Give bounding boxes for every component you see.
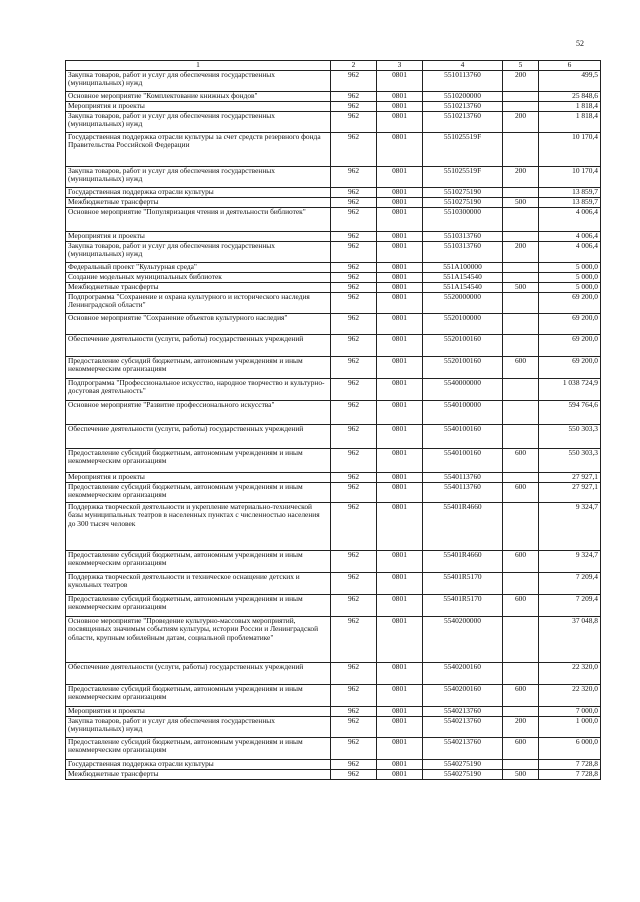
table-row — [66, 293, 601, 314]
row-ministry-code-cell: 962 — [331, 263, 377, 273]
row-expense-type-cell: 200 — [503, 242, 539, 263]
table-row — [66, 770, 601, 780]
table-row — [66, 167, 601, 188]
row-name-cell: Поддержка творческой деятельности и укрепление материально-технической базы муниципальных театров в населенных пунктах с численностью населения до 300 тысяч человек — [66, 503, 331, 551]
row-section-code-cell: 0801 — [377, 92, 423, 102]
row-amount-cell: 22 320,0 — [539, 663, 601, 685]
header-row — [66, 61, 601, 71]
row-section-code-cell: 0801 — [377, 551, 423, 573]
row-target-article-cell: 551A154540 — [423, 273, 503, 283]
row-ministry-code-cell: 962 — [331, 335, 377, 357]
table-row — [66, 357, 601, 379]
row-name-cell: Предоставление субсидий бюджетным, автономным учреждениям и иным некоммерческим организациям — [66, 595, 331, 617]
row-ministry-code-cell: 962 — [331, 112, 377, 133]
row-target-article-cell: 551A154540 — [423, 283, 503, 293]
row-amount-cell: 550 303,3 — [539, 425, 601, 449]
table-row — [66, 473, 601, 483]
row-section-code-cell: 0801 — [377, 242, 423, 263]
table-row — [66, 685, 601, 707]
row-expense-type-cell — [503, 133, 539, 167]
row-amount-cell: 37 048,8 — [539, 617, 601, 663]
row-target-article-cell: 5540100160 — [423, 425, 503, 449]
row-amount-cell: 1 000,0 — [539, 717, 601, 738]
row-ministry-code-cell: 962 — [331, 198, 377, 208]
row-target-article-cell: 5540275190 — [423, 760, 503, 770]
row-name-cell: Мероприятия и проекты — [66, 473, 331, 483]
table-row — [66, 595, 601, 617]
row-section-code-cell: 0801 — [377, 503, 423, 551]
row-expense-type-cell: 600 — [503, 685, 539, 707]
row-section-code-cell: 0801 — [377, 208, 423, 232]
row-ministry-code-cell: 962 — [331, 133, 377, 167]
row-expense-type-cell — [503, 473, 539, 483]
row-expense-type-cell: 500 — [503, 283, 539, 293]
row-section-code-cell: 0801 — [377, 112, 423, 133]
table-row — [66, 617, 601, 663]
row-amount-cell: 10 170,4 — [539, 167, 601, 188]
row-amount-cell: 69 200,0 — [539, 314, 601, 335]
row-name-cell: Предоставление субсидий бюджетным, автономным учреждениям и иным некоммерческим организациям — [66, 483, 331, 503]
row-name-cell: Межбюджетные трансферты — [66, 283, 331, 293]
table-row — [66, 188, 601, 198]
row-expense-type-cell — [503, 425, 539, 449]
table-row — [66, 483, 601, 503]
row-amount-cell: 13 859,7 — [539, 198, 601, 208]
row-ministry-code-cell: 962 — [331, 232, 377, 242]
row-name-cell: Предоставление субсидий бюджетным, автономным учреждениям и иным некоммерческим организациям — [66, 738, 331, 760]
row-target-article-cell: 5540100160 — [423, 449, 503, 473]
row-name-cell: Государственная поддержка отрасли культуры — [66, 188, 331, 198]
row-expense-type-cell — [503, 232, 539, 242]
row-amount-cell: 550 303,3 — [539, 449, 601, 473]
row-ministry-code-cell: 962 — [331, 573, 377, 595]
row-ministry-code-cell: 962 — [331, 483, 377, 503]
row-target-article-cell: 55401R4660 — [423, 503, 503, 551]
row-section-code-cell: 0801 — [377, 102, 423, 112]
row-ministry-code-cell: 962 — [331, 617, 377, 663]
row-amount-cell: 9 324,7 — [539, 503, 601, 551]
row-ministry-code-cell: 962 — [331, 401, 377, 425]
row-section-code-cell: 0801 — [377, 379, 423, 401]
row-expense-type-cell — [503, 760, 539, 770]
table-row — [66, 273, 601, 283]
row-section-code-cell: 0801 — [377, 263, 423, 273]
row-section-code-cell: 0801 — [377, 483, 423, 503]
row-expense-type-cell — [503, 503, 539, 551]
row-name-cell: Предоставление субсидий бюджетным, автономным учреждениям и иным некоммерческим организациям — [66, 357, 331, 379]
row-name-cell: Мероприятия и проекты — [66, 102, 331, 112]
budget-table — [65, 60, 601, 780]
row-section-code-cell: 0801 — [377, 293, 423, 314]
row-expense-type-cell — [503, 335, 539, 357]
row-expense-type-cell: 200 — [503, 71, 539, 92]
table-row — [66, 263, 601, 273]
row-ministry-code-cell: 962 — [331, 425, 377, 449]
row-ministry-code-cell: 962 — [331, 595, 377, 617]
row-section-code-cell: 0801 — [377, 663, 423, 685]
row-target-article-cell: 5510275190 — [423, 198, 503, 208]
row-expense-type-cell — [503, 617, 539, 663]
row-section-code-cell: 0801 — [377, 760, 423, 770]
table-row — [66, 112, 601, 133]
row-name-cell: Закупка товаров, работ и услуг для обеспечения государственных (муниципальных) нужд — [66, 242, 331, 263]
row-section-code-cell: 0801 — [377, 314, 423, 335]
row-target-article-cell: 5520100000 — [423, 314, 503, 335]
row-target-article-cell: 5510313760 — [423, 232, 503, 242]
row-expense-type-cell — [503, 188, 539, 198]
row-target-article-cell: 5540275190 — [423, 770, 503, 780]
header-cell: 6 — [539, 61, 601, 71]
row-target-article-cell: 5540113760 — [423, 483, 503, 503]
row-name-cell: Закупка товаров, работ и услуг для обеспечения государственных (муниципальных) нужд — [66, 167, 331, 188]
row-name-cell: Основное мероприятие "Проведение культурно-массовых мероприятий, посвященных значимым событиям культуры, истории России и Ленинградской области, крупным юбилейным датам, социальной проблематике" — [66, 617, 331, 663]
row-expense-type-cell — [503, 293, 539, 314]
row-amount-cell: 5 000,0 — [539, 283, 601, 293]
row-amount-cell: 7 209,4 — [539, 573, 601, 595]
row-amount-cell: 69 200,0 — [539, 335, 601, 357]
row-section-code-cell: 0801 — [377, 401, 423, 425]
row-ministry-code-cell: 962 — [331, 717, 377, 738]
row-section-code-cell: 0801 — [377, 595, 423, 617]
header-cell: 2 — [331, 61, 377, 71]
row-ministry-code-cell: 962 — [331, 707, 377, 717]
row-target-article-cell: 5540213760 — [423, 717, 503, 738]
table-row — [66, 717, 601, 738]
row-amount-cell: 69 200,0 — [539, 293, 601, 314]
row-section-code-cell: 0801 — [377, 357, 423, 379]
row-section-code-cell: 0801 — [377, 335, 423, 357]
row-amount-cell: 7 209,4 — [539, 595, 601, 617]
row-ministry-code-cell: 962 — [331, 738, 377, 760]
row-target-article-cell: 5520100160 — [423, 335, 503, 357]
row-section-code-cell: 0801 — [377, 425, 423, 449]
row-target-article-cell: 55401R5170 — [423, 595, 503, 617]
table-row — [66, 92, 601, 102]
table-row — [66, 760, 601, 770]
row-section-code-cell: 0801 — [377, 167, 423, 188]
row-name-cell: Создание модельных муниципальных библиотек — [66, 273, 331, 283]
row-ministry-code-cell: 962 — [331, 685, 377, 707]
row-target-article-cell: 5520000000 — [423, 293, 503, 314]
row-amount-cell: 5 000,0 — [539, 273, 601, 283]
row-target-article-cell: 5510213760 — [423, 112, 503, 133]
row-expense-type-cell — [503, 273, 539, 283]
row-expense-type-cell: 200 — [503, 167, 539, 188]
row-expense-type-cell: 600 — [503, 738, 539, 760]
row-target-article-cell: 55401R4660 — [423, 551, 503, 573]
row-amount-cell: 6 000,0 — [539, 738, 601, 760]
row-name-cell: Государственная поддержка отрасли культуры за счет средств резервного фонда Правительства Российской Федерации — [66, 133, 331, 167]
row-ministry-code-cell: 962 — [331, 314, 377, 335]
row-target-article-cell: 5540000000 — [423, 379, 503, 401]
row-name-cell: Мероприятия и проекты — [66, 707, 331, 717]
row-section-code-cell: 0801 — [377, 738, 423, 760]
row-expense-type-cell: 500 — [503, 770, 539, 780]
table-row — [66, 425, 601, 449]
row-expense-type-cell — [503, 707, 539, 717]
row-target-article-cell: 55401R5170 — [423, 573, 503, 595]
row-section-code-cell: 0801 — [377, 707, 423, 717]
row-name-cell: Мероприятия и проекты — [66, 232, 331, 242]
row-target-article-cell: 5510313760 — [423, 242, 503, 263]
table-row — [66, 503, 601, 551]
row-amount-cell: 4 006,4 — [539, 242, 601, 263]
row-target-article-cell: 5540213760 — [423, 738, 503, 760]
row-amount-cell: 1 818,4 — [539, 112, 601, 133]
row-amount-cell: 7 000,0 — [539, 707, 601, 717]
row-amount-cell: 9 324,7 — [539, 551, 601, 573]
row-ministry-code-cell: 962 — [331, 167, 377, 188]
row-section-code-cell: 0801 — [377, 449, 423, 473]
table-row — [66, 208, 601, 232]
table-row — [66, 133, 601, 167]
row-ministry-code-cell: 962 — [331, 760, 377, 770]
row-amount-cell: 4 006,4 — [539, 208, 601, 232]
row-section-code-cell: 0801 — [377, 473, 423, 483]
row-name-cell: Основное мероприятие "Развитие профессионального искусства" — [66, 401, 331, 425]
row-amount-cell: 10 170,4 — [539, 133, 601, 167]
row-ministry-code-cell: 962 — [331, 449, 377, 473]
row-target-article-cell: 5540100000 — [423, 401, 503, 425]
row-target-article-cell: 5540200000 — [423, 617, 503, 663]
row-ministry-code-cell: 962 — [331, 379, 377, 401]
row-section-code-cell: 0801 — [377, 717, 423, 738]
row-amount-cell: 69 200,0 — [539, 357, 601, 379]
row-ministry-code-cell: 962 — [331, 242, 377, 263]
row-section-code-cell: 0801 — [377, 273, 423, 283]
row-amount-cell: 25 848,6 — [539, 92, 601, 102]
table-row — [66, 232, 601, 242]
row-ministry-code-cell: 962 — [331, 71, 377, 92]
row-section-code-cell: 0801 — [377, 188, 423, 198]
row-target-article-cell: 5540113760 — [423, 473, 503, 483]
row-target-article-cell: 5520100160 — [423, 357, 503, 379]
table-row — [66, 707, 601, 717]
row-ministry-code-cell: 962 — [331, 473, 377, 483]
row-target-article-cell: 551025519F — [423, 167, 503, 188]
row-ministry-code-cell: 962 — [331, 293, 377, 314]
row-name-cell: Межбюджетные трансферты — [66, 198, 331, 208]
row-name-cell: Предоставление субсидий бюджетным, автономным учреждениям и иным некоммерческим организациям — [66, 449, 331, 473]
row-amount-cell: 5 000,0 — [539, 263, 601, 273]
row-target-article-cell: 5510213760 — [423, 102, 503, 112]
row-target-article-cell: 5510300000 — [423, 208, 503, 232]
row-name-cell: Подпрограмма "Сохранение и охрана культурного и исторического наследия Ленинградской области" — [66, 293, 331, 314]
row-expense-type-cell: 200 — [503, 112, 539, 133]
row-name-cell: Обеспечение деятельности (услуги, работы) государственных учреждений — [66, 335, 331, 357]
row-expense-type-cell — [503, 102, 539, 112]
row-ministry-code-cell: 962 — [331, 208, 377, 232]
row-expense-type-cell — [503, 208, 539, 232]
row-expense-type-cell: 600 — [503, 357, 539, 379]
row-name-cell: Предоставление субсидий бюджетным, автономным учреждениям и иным некоммерческим организациям — [66, 551, 331, 573]
row-amount-cell: 27 927,1 — [539, 473, 601, 483]
row-section-code-cell: 0801 — [377, 71, 423, 92]
row-expense-type-cell: 600 — [503, 449, 539, 473]
row-section-code-cell: 0801 — [377, 573, 423, 595]
row-expense-type-cell: 600 — [503, 483, 539, 503]
row-amount-cell: 4 006,4 — [539, 232, 601, 242]
row-target-article-cell: 5510113760 — [423, 71, 503, 92]
row-name-cell: Обеспечение деятельности (услуги, работы) государственных учреждений — [66, 425, 331, 449]
row-section-code-cell: 0801 — [377, 770, 423, 780]
row-target-article-cell: 551025519F — [423, 133, 503, 167]
row-section-code-cell: 0801 — [377, 133, 423, 167]
row-amount-cell: 22 320,0 — [539, 685, 601, 707]
row-target-article-cell: 5510275190 — [423, 188, 503, 198]
row-ministry-code-cell: 962 — [331, 283, 377, 293]
row-ministry-code-cell: 962 — [331, 188, 377, 198]
row-target-article-cell: 5540200160 — [423, 663, 503, 685]
row-name-cell: Закупка товаров, работ и услуг для обеспечения государственных (муниципальных) нужд — [66, 112, 331, 133]
row-target-article-cell: 551A100000 — [423, 263, 503, 273]
table-row — [66, 449, 601, 473]
row-ministry-code-cell: 962 — [331, 770, 377, 780]
row-expense-type-cell: 200 — [503, 717, 539, 738]
row-expense-type-cell: 600 — [503, 595, 539, 617]
row-amount-cell: 1 818,4 — [539, 102, 601, 112]
table-row — [66, 102, 601, 112]
row-ministry-code-cell: 962 — [331, 92, 377, 102]
row-expense-type-cell — [503, 379, 539, 401]
header-cell: 4 — [423, 61, 503, 71]
table-row — [66, 401, 601, 425]
row-expense-type-cell — [503, 314, 539, 335]
table-row — [66, 283, 601, 293]
row-ministry-code-cell: 962 — [331, 357, 377, 379]
row-name-cell: Основное мероприятие "Комплектование книжных фондов" — [66, 92, 331, 102]
row-amount-cell: 499,5 — [539, 71, 601, 92]
row-amount-cell: 1 038 724,9 — [539, 379, 601, 401]
row-amount-cell: 594 764,6 — [539, 401, 601, 425]
table-row — [66, 198, 601, 208]
row-ministry-code-cell: 962 — [331, 663, 377, 685]
row-section-code-cell: 0801 — [377, 232, 423, 242]
row-amount-cell: 27 927,1 — [539, 483, 601, 503]
row-expense-type-cell — [503, 401, 539, 425]
row-name-cell: Подпрограмма "Профессиональное искусство, народное творчество и культурно-досуговая деятельность" — [66, 379, 331, 401]
row-section-code-cell: 0801 — [377, 617, 423, 663]
row-section-code-cell: 0801 — [377, 283, 423, 293]
row-expense-type-cell: 600 — [503, 551, 539, 573]
row-name-cell: Поддержка творческой деятельности и техническое оснащение детских и кукольных театров — [66, 573, 331, 595]
row-section-code-cell: 0801 — [377, 198, 423, 208]
table-row — [66, 242, 601, 263]
table-row — [66, 573, 601, 595]
row-target-article-cell: 5510200000 — [423, 92, 503, 102]
header-cell: 5 — [503, 61, 539, 71]
row-name-cell: Межбюджетные трансферты — [66, 770, 331, 780]
row-expense-type-cell: 500 — [503, 198, 539, 208]
row-ministry-code-cell: 962 — [331, 273, 377, 283]
row-ministry-code-cell: 962 — [331, 503, 377, 551]
row-name-cell: Государственная поддержка отрасли культуры — [66, 760, 331, 770]
row-ministry-code-cell: 962 — [331, 551, 377, 573]
row-expense-type-cell — [503, 92, 539, 102]
row-name-cell: Закупка товаров, работ и услуг для обеспечения государственных (муниципальных) нужд — [66, 717, 331, 738]
table-row — [66, 71, 601, 92]
row-section-code-cell: 0801 — [377, 685, 423, 707]
row-name-cell: Закупка товаров, работ и услуг для обеспечения государственных (муниципальных) нужд — [66, 71, 331, 92]
row-name-cell: Обеспечение деятельности (услуги, работы) государственных учреждений — [66, 663, 331, 685]
row-name-cell: Предоставление субсидий бюджетным, автономным учреждениям и иным некоммерческим организациям — [66, 685, 331, 707]
row-target-article-cell: 5540200160 — [423, 685, 503, 707]
row-ministry-code-cell: 962 — [331, 102, 377, 112]
table-row — [66, 551, 601, 573]
page-number: 52 — [576, 39, 584, 48]
header-cell: 3 — [377, 61, 423, 71]
row-amount-cell: 7 728,8 — [539, 760, 601, 770]
row-amount-cell: 7 728,8 — [539, 770, 601, 780]
row-name-cell: Федеральный проект "Культурная среда" — [66, 263, 331, 273]
table-row — [66, 335, 601, 357]
table-row — [66, 663, 601, 685]
table-row — [66, 379, 601, 401]
row-expense-type-cell — [503, 263, 539, 273]
table-row — [66, 738, 601, 760]
header-cell: 1 — [66, 61, 331, 71]
row-expense-type-cell — [503, 663, 539, 685]
row-amount-cell: 13 859,7 — [539, 188, 601, 198]
row-name-cell: Основное мероприятие "Сохранение объектов культурного наследия" — [66, 314, 331, 335]
row-expense-type-cell — [503, 573, 539, 595]
row-name-cell: Основное мероприятие "Популяризация чтения и деятельности библиотек" — [66, 208, 331, 232]
table-row — [66, 314, 601, 335]
row-target-article-cell: 5540213760 — [423, 707, 503, 717]
